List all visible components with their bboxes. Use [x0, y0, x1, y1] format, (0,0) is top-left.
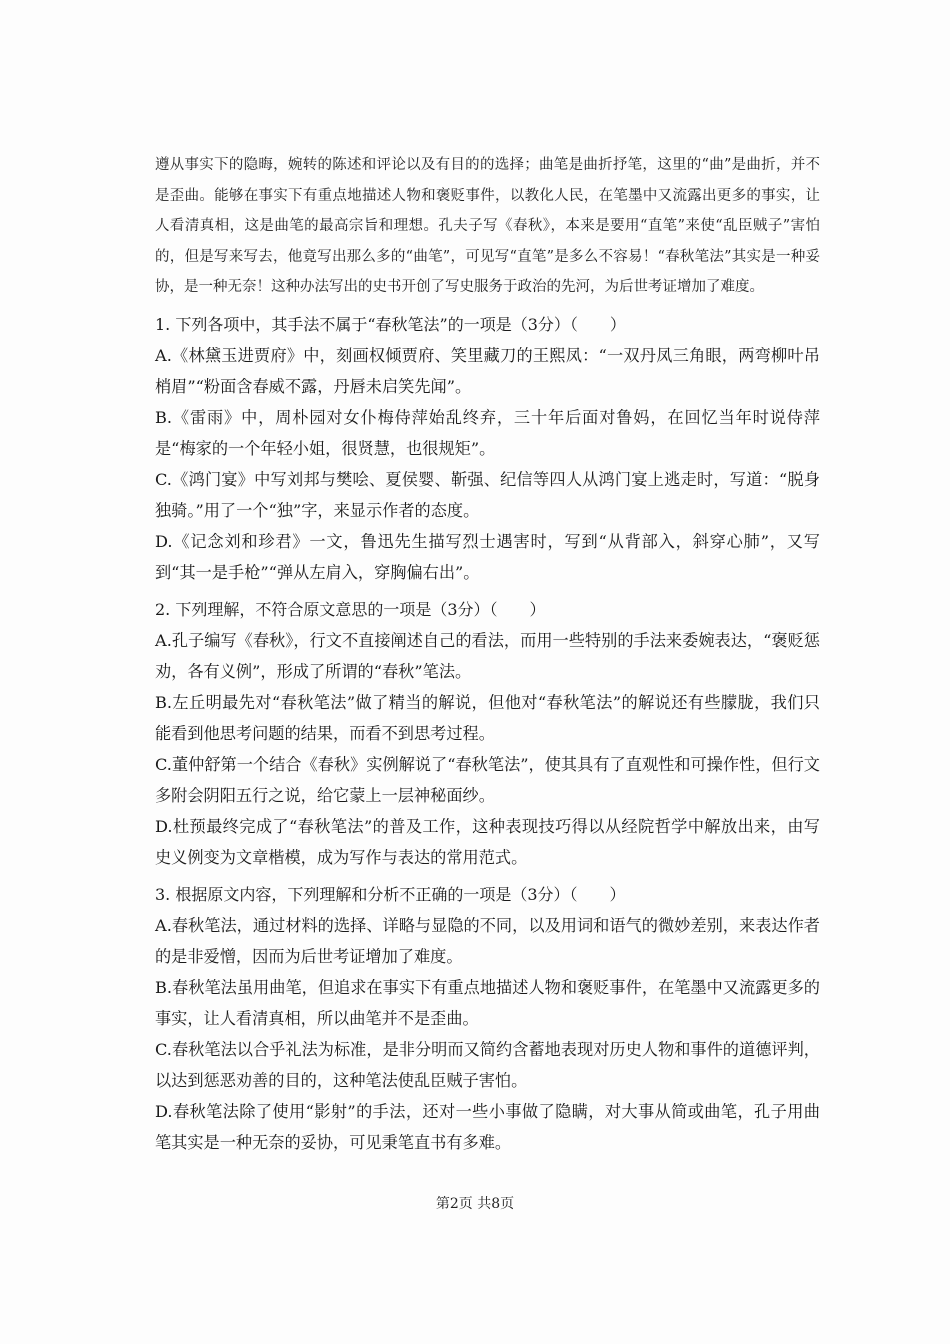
option-c: C.董仲舒第一个结合《春秋》实例解说了“春秋笔法”，使其具有了直观性和可操作性，但行文多附会阴阳五行之说，给它蒙上一层神秘面纱。: [155, 754, 820, 805]
question-title: 1. 下列各项中，其手法不属于“春秋笔法”的一项是（3分）（ ）: [155, 314, 626, 334]
passage-paragraph: 遵从事实下的隐晦，婉转的陈述和评论以及有目的的选择；曲笔是曲折抒笔，这里的“曲”是曲折，并不是歪曲。能够在事实下有重点地描述人物和褒贬事件，以教化人民，在笔墨中又流露出更多的事实，让人看清真相，这是曲笔的最高宗旨和理想。孔夫子写《春秋》，本来是要用“直笔”来使“乱臣贼子”害怕的，但是写来写去，他竟写出那么多的“曲笔”，可见写“直笔”是多么不容易！“春秋笔法”其实是一种妥协，是一种无奈！这种办法写出的史书开创了写史服务于政治的先河，为后世考证增加了难度。: [155, 157, 820, 295]
option-b: B.春秋笔法虽用曲笔，但追求在事实下有重点地描述人物和褒贬事件，在笔墨中又流露更多的事实，让人看清真相，所以曲笔并不是歪曲。: [155, 977, 820, 1028]
option-d: D.杜预最终完成了“春秋笔法”的普及工作，这种表现技巧得以从经院哲学中解放出来，由写史义例变为文章楷模，成为写作与表达的常用范式。: [155, 816, 820, 867]
option-b: B.左丘明最先对“春秋笔法”做了精当的解说，但他对“春秋笔法”的解说还有些朦胧，我们只能看到他思考问题的结果，而看不到思考过程。: [155, 692, 820, 743]
question-2: [155, 594, 820, 873]
option-d: D.《记念刘和珍君》一文，鲁迅先生描写烈士遇害时，写到“从背部入，斜穿心肺”，又写到“其一是手枪”“弹从左肩入，穿胸偏右出”。: [155, 531, 820, 582]
page-footer: 第2页 共8页: [435, 1196, 515, 1212]
question-title: 3. 根据原文内容，下列理解和分析不正确的一项是（3分）（ ）: [155, 884, 626, 904]
option-a: A.孔子编写《春秋》，行文不直接阐述自己的看法，而用一些特别的手法来委婉表达，“褒贬惩劝，各有义例”，形成了所谓的“春秋”笔法。: [155, 630, 820, 681]
option-b: B.《雷雨》中，周朴园对女仆梅侍萍始乱终弃，三十年后面对鲁妈，在回忆当年时说侍萍是“梅家的一个年轻小姐，很贤慧，也很规矩”。: [155, 407, 820, 458]
page-content: [155, 150, 820, 1158]
option-a: A.春秋笔法，通过材料的选择、详略与显隐的不同，以及用词和语气的微妙差别，来表达作者的是非爱憎，因而为后世考证增加了难度。: [155, 915, 820, 966]
question-title: 2. 下列理解，不符合原文意思的一项是（3分）（ ）: [155, 599, 546, 619]
question-1: [155, 309, 820, 588]
option-c: C.春秋笔法以合乎礼法为标准，是非分明而又简约含蓄地表现对历史人物和事件的道德评判，以达到惩恶劝善的目的，这种笔法使乱臣贼子害怕。: [155, 1039, 820, 1090]
question-3: [155, 879, 820, 1158]
option-d: D.春秋笔法除了使用“影射”的手法，还对一些小事做了隐瞒，对大事从简或曲笔，孔子用曲笔其实是一种无奈的妥协，可见秉笔直书有多难。: [155, 1101, 820, 1152]
option-c: C.《鸿门宴》中写刘邦与樊哙、夏侯婴、靳强、纪信等四人从鸿门宴上逃走时，写道：“脱身独骑。”用了一个“独”字，来显示作者的态度。: [155, 469, 820, 520]
option-a: A.《林黛玉进贾府》中，刻画权倾贾府、笑里藏刀的王熙凤：“一双丹凤三角眼，两弯柳叶吊梢眉”“粉面含春威不露，丹唇未启笑先闻”。: [155, 345, 820, 396]
